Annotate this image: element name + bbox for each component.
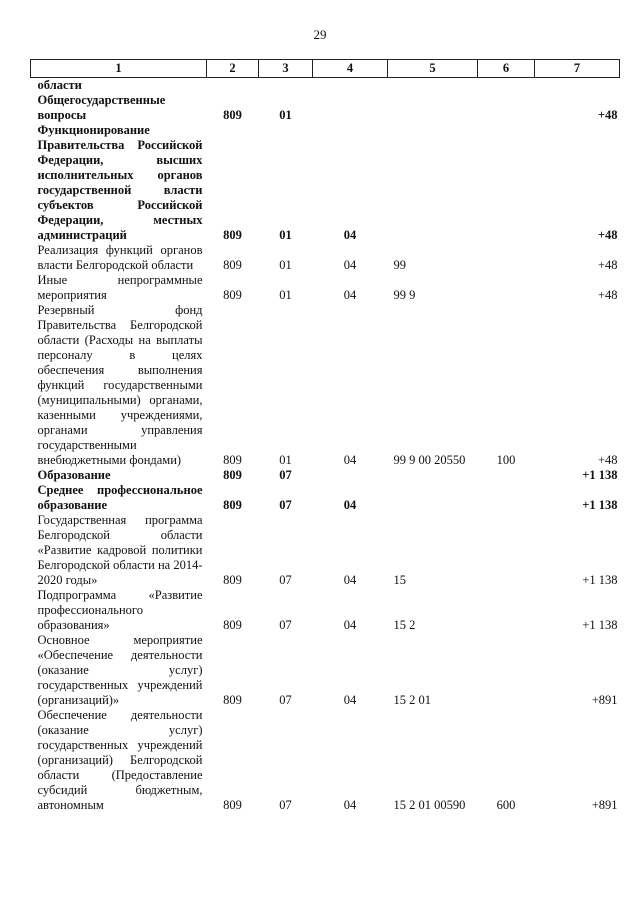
table-row [31,123,620,243]
code-subsection: 04 [343,288,357,302]
table-row [31,93,620,123]
code-target-article [388,468,478,483]
code-expense-type [478,483,535,513]
code-ministry: 809 [223,573,242,587]
code-target-article: 99 [393,258,406,272]
code-expense-type [478,468,535,483]
code-section: 01 [279,228,292,242]
item-name: Государственная программа Белгородской области «Развитие кадровой политики Белгородской области на 2014-2020 годы» [37,513,203,587]
table-row [31,483,620,513]
code-ministry: 809 [223,798,242,812]
column-header-2: 2 [207,60,259,78]
amount: +48 [597,453,618,467]
column-header-4: 4 [313,60,388,78]
table-row [31,588,620,633]
amount: +1 138 [582,468,618,482]
table-row [31,513,620,588]
code-section: 01 [279,453,292,467]
page-number: 29 [313,27,327,42]
code-ministry: 809 [223,258,242,272]
item-name: Подпрограмма «Развитие профессионального образования» [37,588,203,632]
code-target-article: 15 2 01 00590 [393,798,466,812]
amount: +48 [597,108,618,122]
item-name: Образование [37,468,111,482]
code-ministry: 809 [223,228,242,242]
code-expense-type [478,78,535,94]
code-target-article [388,93,478,123]
table-row [31,243,620,273]
item-name: Реализация функций органов власти Белгородской области [37,243,203,272]
code-expense-type: 100 [496,453,516,467]
code-section: 07 [279,573,292,587]
amount: +891 [591,693,618,707]
code-subsection: 04 [343,573,357,587]
code-subsection: 04 [343,453,357,467]
amount: +1 138 [582,618,618,632]
code-section: 07 [279,693,292,707]
code-target-article: 15 [393,573,406,587]
code-section: 01 [279,108,292,122]
item-name: Среднее профессиональное образование [37,483,203,512]
code-expense-type [478,273,535,303]
amount: +891 [591,798,618,812]
table-row [31,303,620,468]
code-section: 01 [279,288,292,302]
code-subsection: 04 [343,693,357,707]
amount: +1 138 [582,498,618,512]
code-target-article [388,483,478,513]
code-expense-type [478,513,535,588]
code-expense-type: 600 [496,798,516,812]
amount: +48 [597,258,618,272]
code-expense-type [478,588,535,633]
code-subsection [313,93,388,123]
header-row [31,60,620,78]
code-expense-type [478,123,535,243]
code-section [259,78,313,94]
code-section: 07 [279,618,292,632]
code-target-article: 99 9 00 20550 [393,453,466,467]
budget-table [30,59,620,813]
item-name: Общегосударственные вопросы [37,93,166,122]
column-header-1: 1 [31,60,207,78]
amount: +1 138 [582,573,618,587]
column-header-3: 3 [259,60,313,78]
code-subsection: 04 [343,228,357,242]
code-section: 07 [279,798,292,812]
item-name: Функционирование Правительства Российской Федерации, высших исполнительных органов государственной власти субъектов Российской Федерации, местных администраций [37,123,203,242]
code-ministry: 809 [223,288,242,302]
code-subsection: 04 [343,498,357,512]
code-ministry: 809 [223,453,242,467]
code-subsection: 04 [343,798,357,812]
item-name: области [37,78,82,92]
column-header-5: 5 [388,60,478,78]
code-target-article [388,78,478,94]
code-target-article: 15 2 01 [393,693,431,707]
table-body [31,78,620,814]
code-ministry: 809 [223,618,242,632]
amount: +48 [597,228,618,242]
code-ministry [207,78,259,94]
table-row [31,633,620,708]
table-row [31,708,620,813]
item-name: Основное мероприятие «Обеспечение деятельности (оказание услуг) государственных учреждений (организаций)» [37,633,203,707]
code-section: 07 [279,498,292,512]
table-row [31,78,620,94]
code-subsection [313,468,388,483]
code-target-article [388,123,478,243]
code-ministry: 809 [223,468,242,482]
code-section: 01 [279,258,292,272]
column-header-7: 7 [535,60,620,78]
code-expense-type [478,243,535,273]
item-name: Резервный фонд Правительства Белгородской области (Расходы на выплаты персоналу в целях обеспечения выполнения функций государственными (муниципальными) органами, казенными учреждениями, органами управления государственными внебюджетными фондами) [37,303,203,467]
item-name: Обеспечение деятельности (оказание услуг) государственных учреждений (организаций) Белгородской области (Предоставление субсидий бюджетным, автономным [37,708,203,812]
code-expense-type [478,93,535,123]
code-ministry: 809 [223,693,242,707]
code-target-article: 15 2 [393,618,416,632]
code-expense-type [478,633,535,708]
table-header [31,60,620,78]
code-subsection [313,78,388,94]
amount [535,78,620,94]
code-ministry: 809 [223,108,242,122]
table-row [31,273,620,303]
code-subsection: 04 [343,258,357,272]
item-name: Иные непрограммные мероприятия [37,273,203,302]
code-subsection: 04 [343,618,357,632]
table-row [31,468,620,483]
code-target-article: 99 9 [393,288,416,302]
amount: +48 [597,288,618,302]
code-ministry: 809 [223,498,242,512]
code-section: 07 [279,468,292,482]
column-header-6: 6 [478,60,535,78]
